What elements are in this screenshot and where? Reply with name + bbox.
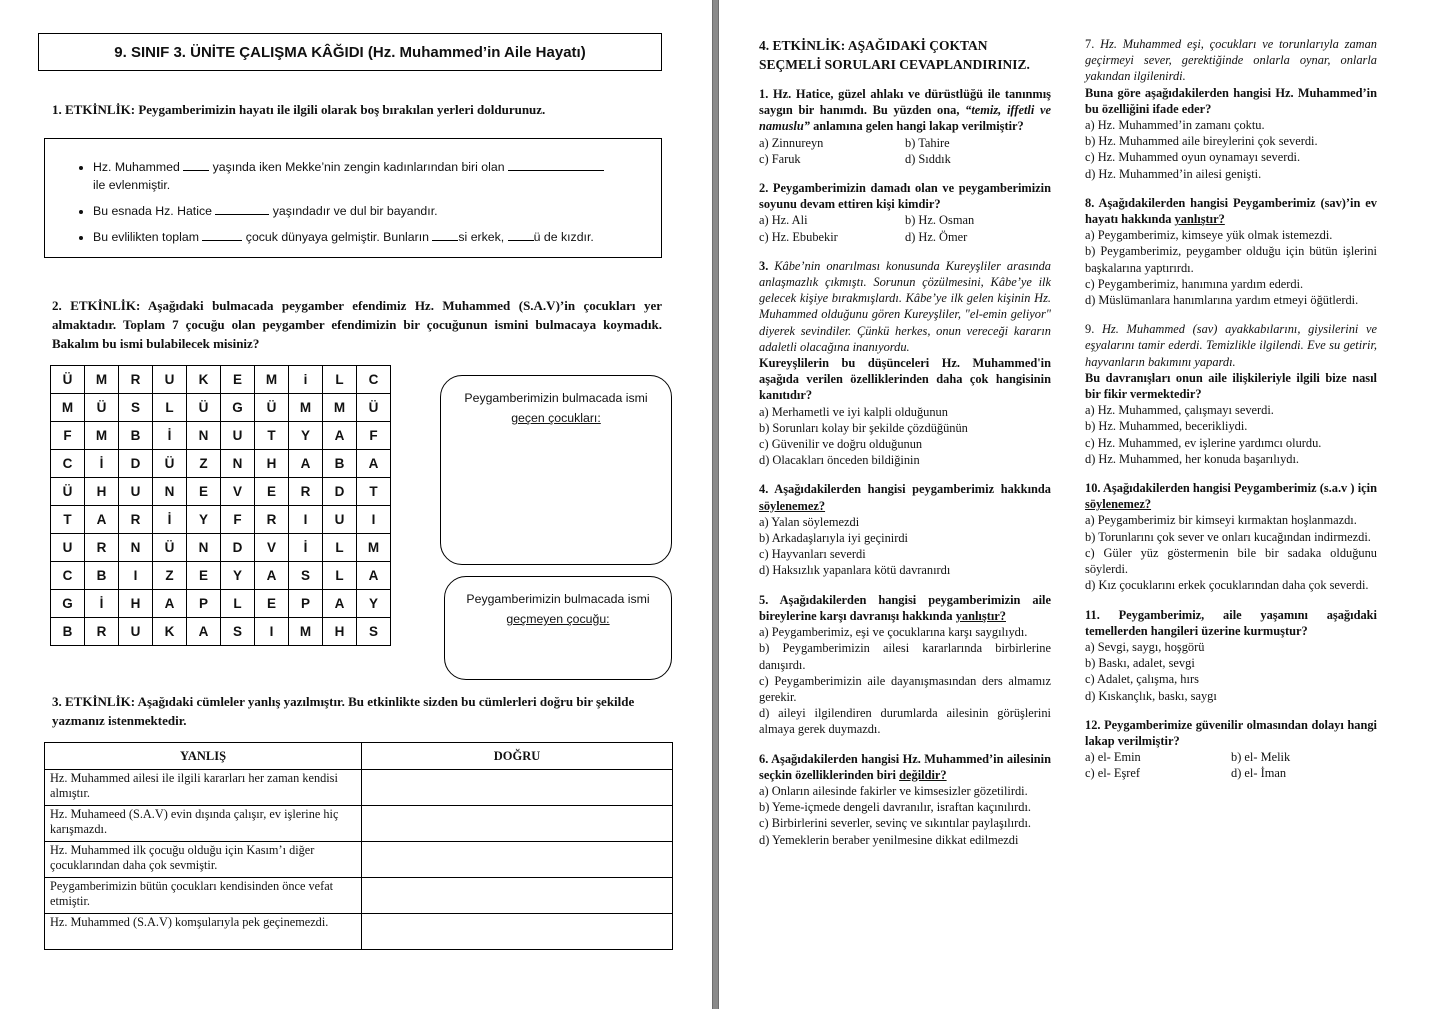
grid-cell[interactable]: İ — [153, 422, 187, 450]
question-stem: 5. Aşağıdakilerden hangisi peygamberimizin aile bireylerine karşı davranışı hakkında yanlıştır? — [759, 592, 1051, 623]
question-11 — [1085, 607, 1377, 704]
question-stem: 12. Peygamberimize güvenilir olmasından dolayı hangi lakap verilmiştir? — [1085, 717, 1377, 748]
grid-row — [51, 478, 391, 506]
option-b[interactable]: b) Hz. Muhammed aile bireylerini çok severdi. — [1085, 134, 1318, 149]
grid-cell[interactable]: Ü — [153, 450, 187, 478]
option-c[interactable]: c) Birbirlerini severler, sevinç ve sıkıntılar paylaşılırdı. — [759, 816, 1032, 831]
page-divider — [712, 0, 719, 1009]
grid-cell[interactable]: P — [187, 590, 221, 618]
question-stem: 2. Peygamberimizin damadı olan ve peygamberimizin soyunu devam ettiren kişi kimdir? — [759, 181, 1051, 212]
fill-in-item — [93, 201, 661, 220]
grid-cell[interactable]: M — [85, 366, 119, 394]
question-10 — [1085, 480, 1377, 593]
option-c[interactable]: c) Peygamberimizin aile dayanışmasından ders almamız gerekir. — [759, 673, 1051, 704]
option-b[interactable]: b) Peygamberimizin ailesi kararlarında birbirlerine danışırdı. — [759, 641, 1051, 672]
grid-cell[interactable]: M — [51, 394, 85, 422]
grid-cell[interactable]: G — [51, 590, 85, 618]
activity-2-heading: 2. ETKİNLİK: Aşağıdaki bulmacada peygamber efendimiz Hz. Muhammed (S.A.V)’in çocukları yer almaktadır. Toplam 7 çocuğu olan peygamber efendimizin bir çocuğunun ismini bulmacaya koymadık. Bakalım bu ismi bulabilecek misiniz? — [52, 298, 662, 351]
questions-column-2 — [1085, 36, 1377, 795]
activity-3-heading: 3. ETKİNLİK: Aşağıdaki cümleler yanlış yazılmıştır. Bu etkinlikte sizden bu cümlerleri doğru bir şekilde yazmanız istenmektedir. — [52, 694, 635, 728]
grid-cell[interactable]: C — [51, 562, 85, 590]
correct-sentence-cell[interactable] — [362, 842, 673, 878]
col-right-header: DOĞRU — [362, 743, 673, 770]
grid-row — [51, 506, 391, 534]
question-passage: 7. Hz. Muhammed eşi, çocukları ve torunlarıyla zaman geçirmeyi sever, gerektiğinde onlarla oynar, onlarla yakından ilgilenirdi. — [1085, 37, 1377, 84]
option-a[interactable]: a) Hz. Ali — [759, 213, 808, 228]
col-wrong-header: YANLIŞ — [45, 743, 362, 770]
question-3 — [759, 258, 1051, 469]
grid-cell[interactable]: E — [255, 590, 289, 618]
option-c[interactable]: c) Hz. Ebubekir — [759, 229, 838, 244]
grid-cell[interactable]: K — [187, 366, 221, 394]
grid-cell[interactable]: T — [357, 478, 391, 506]
grid-cell[interactable]: F — [357, 422, 391, 450]
grid-cell[interactable]: I — [289, 506, 323, 534]
grid-cell[interactable]: Ü — [357, 394, 391, 422]
fill-in-box — [44, 138, 662, 258]
grid-cell[interactable]: A — [255, 562, 289, 590]
option-c[interactable]: c) Hayvanları severdi — [759, 547, 866, 562]
grid-cell[interactable]: R — [85, 618, 119, 646]
questions-column-1 — [759, 36, 1051, 861]
option-c[interactable]: c) Hz. Muhammed oyun oynamayı severdi. — [1085, 150, 1301, 165]
grid-cell[interactable]: L — [323, 534, 357, 562]
grid-row — [51, 366, 391, 394]
box-label-underlined: geçmeyen çocuğu: — [506, 612, 610, 626]
option-b[interactable]: b) Torunlarını çok sever ve onları kucağından indirmezdi. — [1085, 529, 1371, 544]
grid-cell[interactable]: C — [51, 450, 85, 478]
grid-cell[interactable]: A — [323, 590, 357, 618]
grid-cell[interactable]: U — [153, 366, 187, 394]
question-stem: 1. Hz. Hatice, güzel ahlakı ve dürüstlüğü ile tanınmış saygın bir hanımdı. Bu yüzden ona, “temiz, iffetli ve namuslu” anlamına gelen hangi lakap verilmiştir? — [759, 87, 1051, 134]
grid-cell[interactable]: N — [153, 478, 187, 506]
grid-cell[interactable]: M — [289, 394, 323, 422]
grid-cell[interactable]: D — [323, 478, 357, 506]
grid-cell[interactable]: Ü — [255, 394, 289, 422]
grid-cell[interactable]: T — [255, 422, 289, 450]
grid-cell[interactable]: A — [153, 590, 187, 618]
activity-1-heading: 1. ETKİNLİK: Peygamberimizin hayatı ile ilgili olarak boş bırakılan yerleri doldurunuz. — [52, 102, 546, 117]
grid-cell[interactable]: İ — [153, 506, 187, 534]
grid-cell[interactable]: R — [119, 366, 153, 394]
question-stem: 10. Aşağıdakilerden hangisi Peygamberimiz (s.a.v ) için söylenemez? — [1085, 481, 1377, 512]
fill-text: ü de kızdır. — [533, 230, 594, 244]
question-2 — [759, 180, 1051, 245]
question-stem: Kureyşlilerin bu düşünceleri Hz. Muhammed'in aşağıda verilen özelliklerinden daha çok hangisinin kanıtıdır? — [759, 356, 1051, 403]
grid-row — [51, 618, 391, 646]
grid-cell[interactable]: Ü — [85, 394, 119, 422]
missing-child-box[interactable] — [444, 576, 672, 680]
correct-sentence-cell[interactable] — [362, 806, 673, 842]
grid-cell[interactable]: A — [357, 562, 391, 590]
grid-cell[interactable]: H — [323, 618, 357, 646]
question-5 — [759, 592, 1051, 738]
option-c[interactable]: c) Güler yüz göstermenin bile bir sadaka olduğunu söylerdi. — [1085, 545, 1377, 577]
option-d[interactable]: d) Hz. Muhammed’in ailesi genişti. — [1085, 166, 1262, 181]
grid-cell[interactable]: Z — [187, 450, 221, 478]
option-d[interactable]: d) Sıddık — [905, 151, 951, 166]
grid-cell[interactable]: D — [221, 534, 255, 562]
grid-cell[interactable]: M — [289, 618, 323, 646]
option-a[interactable]: a) Peygamberimiz bir kimseyi kırmaktan hoşlanmazdı. — [1085, 513, 1357, 528]
fill-text: Hz. Muhammed — [93, 160, 180, 174]
option-b[interactable]: b) Peygamberimiz, peygamber olduğu için bütün işlerini başkalarına yaptırırdı. — [1085, 244, 1377, 275]
grid-cell[interactable]: A — [85, 506, 119, 534]
grid-cell[interactable]: R — [119, 506, 153, 534]
wrong-sentence: Hz. Muhammed ilk çocuğu olduğu için Kasım’ı diğer çocuklarından daha çok sevmiştir. — [45, 842, 362, 878]
fill-text: si erkek, — [458, 230, 505, 244]
answer-blank[interactable] — [183, 157, 209, 171]
grid-cell[interactable]: Y — [187, 506, 221, 534]
grid-cell[interactable]: Y — [357, 590, 391, 618]
grid-cell[interactable]: Y — [289, 422, 323, 450]
worksheet-title-text: 9. SINIF 3. ÜNİTE ÇALIŞMA KÂĞIDI (Hz. Muhammed’in Aile Hayatı) — [114, 43, 586, 61]
word-search-grid — [50, 365, 391, 646]
box-label-underlined: geçen çocukları: — [511, 411, 601, 425]
grid-cell[interactable]: Ü — [51, 478, 85, 506]
grid-row — [51, 394, 391, 422]
grid-cell[interactable]: K — [153, 618, 187, 646]
fill-text: çocuk dünyaya gelmiştir. Bunların — [245, 230, 429, 244]
grid-row — [51, 422, 391, 450]
grid-cell[interactable]: R — [85, 534, 119, 562]
grid-cell[interactable]: E — [187, 562, 221, 590]
question-stem: 6. Aşağıdakilerden hangisi Hz. Muhammed’in ailesinin seçkin özelliklerinden biri değildir? — [759, 751, 1051, 782]
option-d[interactable]: d) Olacakları önceden bildiğinin — [759, 453, 920, 468]
option-b[interactable]: b) Tahire — [905, 135, 950, 150]
answer-blank[interactable] — [215, 201, 269, 215]
grid-cell[interactable]: N — [119, 534, 153, 562]
grid-cell[interactable]: Z — [153, 562, 187, 590]
option-a[interactable]: a) Peygamberimiz, eşi ve çocuklarına karşı saygılıydı. — [759, 625, 1028, 640]
grid-cell[interactable]: C — [357, 366, 391, 394]
option-b[interactable]: b) Arkadaşlarıyla iyi geçinirdi — [759, 531, 908, 546]
question-stem: 11. Peygamberimiz, aile yaşamını aşağıdaki temellerden hangileri üzerine kurmuştur? — [1085, 607, 1377, 638]
grid-cell[interactable]: U — [119, 618, 153, 646]
grid-cell[interactable]: G — [221, 394, 255, 422]
option-b[interactable]: b) Hz. Osman — [905, 213, 975, 228]
grid-cell[interactable]: F — [51, 422, 85, 450]
grid-cell[interactable]: I — [357, 506, 391, 534]
option-b[interactable]: b) Yeme-içmede dengeli davranılır, israftan kaçınılırdı. — [759, 800, 1032, 815]
grid-row — [51, 562, 391, 590]
grid-cell[interactable]: V — [221, 478, 255, 506]
fill-text: Bu esnada Hz. Hatice — [93, 204, 212, 218]
answer-blank[interactable] — [508, 157, 604, 171]
grid-cell[interactable]: S — [357, 618, 391, 646]
option-c[interactable]: c) Adalet, çalışma, hırs — [1085, 672, 1199, 687]
grid-cell[interactable]: S — [221, 618, 255, 646]
question-9 — [1085, 321, 1377, 467]
grid-cell[interactable]: E — [187, 478, 221, 506]
left-page — [0, 0, 712, 1009]
grid-cell[interactable]: V — [255, 534, 289, 562]
grid-cell[interactable]: Ü — [153, 534, 187, 562]
grid-cell[interactable]: A — [187, 618, 221, 646]
question-6 — [759, 751, 1051, 848]
found-children-box[interactable] — [440, 375, 672, 565]
grid-cell[interactable]: N — [221, 450, 255, 478]
option-b[interactable]: b) Hz. Muhammed, becerikliydi. — [1085, 419, 1248, 434]
fill-in-item — [93, 157, 661, 194]
grid-cell[interactable]: T — [51, 506, 85, 534]
grid-cell[interactable]: B — [85, 562, 119, 590]
option-d[interactable]: d) aileyi ilgilendiren durumlarda ailesinin görüşlerini almaya gerek duymazdı. — [759, 706, 1051, 737]
question-stem: 4. Aşağıdakilerden hangisi peygamberimiz hakkında söylenemez? — [759, 482, 1051, 513]
grid-cell[interactable]: D — [119, 450, 153, 478]
question-stem: Buna göre aşağıdakilerden hangisi Hz. Muhammed’in bu özelliğini ifade eder? — [1085, 85, 1377, 116]
grid-cell[interactable]: H — [255, 450, 289, 478]
grid-cell[interactable]: N — [187, 534, 221, 562]
fill-in-item — [93, 227, 661, 246]
grid-cell[interactable]: B — [323, 450, 357, 478]
grid-cell[interactable]: A — [323, 422, 357, 450]
option-a[interactable]: a) Hz. Muhammed, çalışmayı severdi. — [1085, 403, 1274, 418]
option-a[interactable]: a) Yalan söylemezdi — [759, 514, 860, 529]
option-d[interactable]: d) Müslümanlara hanımlarına yardım etmeyi öğütlerdi. — [1085, 293, 1359, 308]
question-passage: 9. Hz. Muhammed (sav) ayakkabılarını, giysilerini ve eşyalarını tamir ederdi. Temizlikle ilgilendi. Eve su getirir, hayvanların bakımını yapardı. — [1085, 322, 1377, 369]
question-stem: 8. Aşağıdakilerden hangisi Peygamberimiz (sav)’in ev hayatı hakkında yanlıştır? — [1085, 195, 1377, 227]
option-d[interactable]: d) Hz. Ömer — [905, 229, 968, 244]
option-c[interactable]: c) Güvenilir ve doğru olduğunun — [759, 437, 923, 452]
grid-cell[interactable]: Y — [221, 562, 255, 590]
grid-cell[interactable]: İ — [85, 590, 119, 618]
grid-cell[interactable]: R — [255, 506, 289, 534]
grid-row — [51, 450, 391, 478]
grid-cell[interactable]: U — [221, 422, 255, 450]
grid-row — [51, 590, 391, 618]
grid-cell[interactable]: I — [255, 618, 289, 646]
option-a[interactable]: a) Onların ailesinde fakirler ve kimsesizler gözetilirdi. — [759, 783, 1028, 798]
option-d[interactable]: d) Kıskançlık, baskı, saygı — [1085, 688, 1217, 703]
grid-cell[interactable]: İ — [289, 534, 323, 562]
answer-blank[interactable] — [508, 227, 534, 241]
grid-cell[interactable]: M — [255, 366, 289, 394]
option-b[interactable]: b) el- Melik — [1231, 750, 1291, 765]
correct-sentence-cell[interactable] — [362, 770, 673, 806]
option-c[interactable]: c) Peygamberimiz, hanımına yardım ederdi. — [1085, 276, 1304, 291]
option-d[interactable]: d) Haksızlık yapanlara kötü davranırdı — [759, 563, 951, 578]
wrong-sentence: Hz. Muhameed (S.A.V) evin dışında çalışır, ev işlerine hiç karışmazdı. — [45, 806, 362, 842]
grid-cell[interactable]: M — [85, 422, 119, 450]
grid-cell[interactable]: P — [289, 590, 323, 618]
box-label: Peygamberimizin bulmacada ismi — [466, 592, 650, 606]
grid-cell[interactable]: R — [289, 478, 323, 506]
grid-cell[interactable]: Ü — [51, 366, 85, 394]
grid-cell[interactable]: L — [323, 562, 357, 590]
grid-cell[interactable]: H — [119, 590, 153, 618]
grid-cell[interactable]: F — [221, 506, 255, 534]
right-page — [719, 0, 1429, 1009]
grid-cell[interactable]: S — [289, 562, 323, 590]
option-b[interactable]: b) Sorunları kolay bir şekilde çözdüğünün — [759, 420, 968, 435]
wrong-sentence: Hz. Muhammed ailesi ile ilgili kararları her zaman kendisi almıştır. — [45, 770, 362, 806]
grid-cell[interactable]: N — [187, 422, 221, 450]
question-7 — [1085, 36, 1377, 182]
fill-text: yaşındadır ve dul bir bayandır. — [272, 204, 438, 218]
option-d[interactable]: d) Yemeklerin beraber yenilmesine dikkat edilmezdi — [759, 832, 1019, 847]
option-a[interactable]: a) Hz. Muhammed’in zamanı çoktu. — [1085, 118, 1265, 133]
grid-cell[interactable]: i — [289, 366, 323, 394]
grid-cell[interactable]: B — [51, 618, 85, 646]
grid-row — [51, 534, 391, 562]
answer-blank[interactable] — [202, 227, 242, 241]
question-passage: 3. Kâbe’nin onarılması konusunda Kureyşliler arasında anlaşmazlık çıkmıştı. Sorunun çözülmesini, Kâbe’ye ilk gelecek kişiye bırakmışlardı. Kâbe’ye ilk gelen kişinin Hz. Muhammed olduğunu gören Kureyşliler, "el-emin geliyor" diyerek sevindiler. Çünkü herkes, onun vereceği kararın adaletli olacağına inanıyordu. — [759, 258, 1051, 354]
question-stem: Bu davranışları onun aile ilişkileriyle ilgili bize nasıl bir fikir vermektedir? — [1085, 370, 1377, 402]
option-d[interactable]: d) Kız çocuklarını erkek çocuklarından daha çok severdi. — [1085, 578, 1369, 593]
box-label: Peygamberimizin bulmacada ismi — [464, 391, 648, 405]
wrong-sentence: Hz. Muhammed (S.A.V) komşularıyla pek geçinemezdi. — [45, 914, 362, 950]
worksheet-title — [38, 33, 662, 71]
grid-cell[interactable]: A — [289, 450, 323, 478]
question-1 — [759, 86, 1051, 167]
grid-cell[interactable]: M — [323, 394, 357, 422]
grid-cell[interactable]: L — [221, 590, 255, 618]
option-d[interactable]: d) el- İman — [1231, 766, 1287, 781]
grid-cell[interactable]: U — [323, 506, 357, 534]
option-c[interactable]: c) Faruk — [759, 151, 801, 166]
grid-cell[interactable]: U — [119, 478, 153, 506]
option-b[interactable]: b) Baskı, adalet, sevgi — [1085, 656, 1195, 671]
correct-sentence-cell[interactable] — [362, 914, 673, 950]
grid-cell[interactable]: Ü — [187, 394, 221, 422]
grid-cell[interactable]: I — [119, 562, 153, 590]
option-a[interactable]: a) Zinnureyn — [759, 135, 824, 150]
correct-sentence-cell[interactable] — [362, 878, 673, 914]
grid-cell[interactable]: E — [221, 366, 255, 394]
question-8 — [1085, 195, 1377, 308]
question-12 — [1085, 717, 1377, 782]
grid-cell[interactable]: L — [153, 394, 187, 422]
wrong-sentence: Peygamberimizin bütün çocukları kendisinden önce vefat etmiştir. — [45, 878, 362, 914]
option-d[interactable]: d) Hz. Muhammed, her konuda başarılıydı. — [1085, 451, 1300, 466]
option-a[interactable]: a) Peygamberimiz, kimseye yük olmak istemezdi. — [1085, 228, 1333, 243]
option-a[interactable]: a) Merhametli ve iyi kalpli olduğunun — [759, 404, 948, 419]
fill-in-list — [45, 157, 661, 246]
option-c[interactable]: c) el- Eşref — [1085, 766, 1141, 781]
grid-cell[interactable]: İ — [85, 450, 119, 478]
grid-cell[interactable]: U — [51, 534, 85, 562]
activity-4-heading: 4. ETKİNLİK: AŞAĞIDAKİ ÇOKTAN SEÇMELİ SORULARI CEVAPLANDIRINIZ. — [759, 38, 1030, 72]
grid-cell[interactable]: H — [85, 478, 119, 506]
fill-text: Bu evlilikten toplam — [93, 230, 199, 244]
question-4 — [759, 481, 1051, 578]
correction-table — [44, 742, 673, 950]
grid-cell[interactable]: B — [119, 422, 153, 450]
option-c[interactable]: c) Hz. Muhammed, ev işlerine yardımcı olurdu. — [1085, 435, 1322, 450]
grid-cell[interactable]: M — [357, 534, 391, 562]
grid-cell[interactable]: E — [255, 478, 289, 506]
grid-cell[interactable]: A — [357, 450, 391, 478]
option-a[interactable]: a) el- Emin — [1085, 750, 1141, 765]
fill-text: yaşında iken Mekke’nin zengin kadınlarından biri olan — [212, 160, 505, 174]
grid-cell[interactable]: L — [323, 366, 357, 394]
option-a[interactable]: a) Sevgi, saygı, hoşgörü — [1085, 639, 1205, 654]
grid-cell[interactable]: S — [119, 394, 153, 422]
answer-blank[interactable] — [432, 227, 458, 241]
fill-text: ile evlenmiştir. — [93, 178, 171, 192]
